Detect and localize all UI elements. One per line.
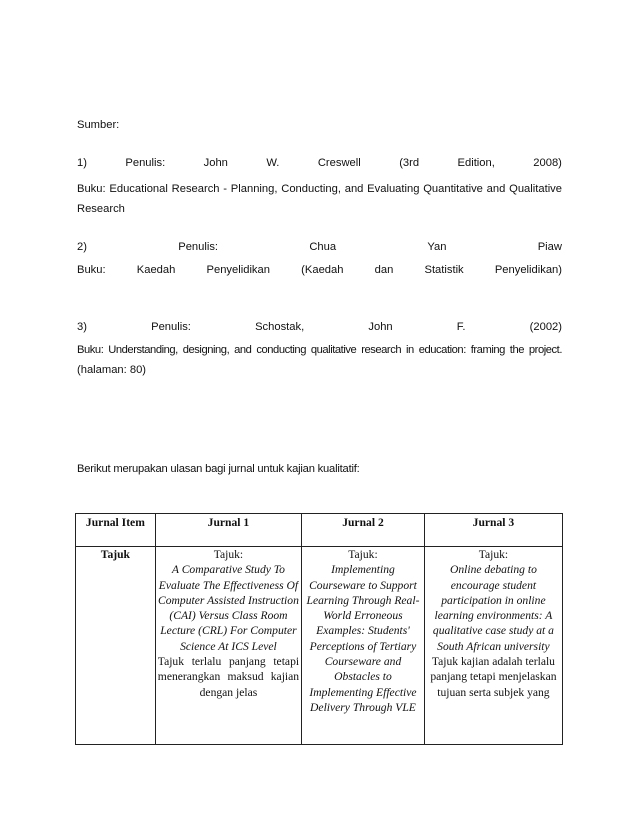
source-1-book-line: Research: [77, 203, 125, 215]
jurnal-3-title: Online debating to encourage student participation in online learning environments: A qualitative case study at a South African university: [432, 563, 554, 653]
header-jurnal-2: Jurnal 2: [302, 514, 425, 547]
source-2-book-line: [77, 264, 562, 276]
jurnal-1-tajuk-cell: [155, 547, 301, 745]
source-2-book-part: Kaedah: [136, 264, 176, 276]
jurnal-1-comment: Tajuk terlalu panjang tetapi menerangkan maksud kajian dengan jelas: [157, 655, 300, 699]
jurnal-1-title: A Comparative Study To Evaluate The Effectiveness Of Computer Assisted Instruction (CAI) Versus Class Room Lecture (CRL) For Computer Science At ICS Level: [158, 563, 299, 653]
jurnal-2-tajuk-cell: [302, 547, 425, 745]
header-jurnal-item: Jurnal Item: [76, 514, 156, 547]
source-2-author-line: [77, 241, 562, 253]
source-2-book-part: Penyelidikan: [206, 264, 270, 276]
source-1-penulis-label: Penulis:: [125, 157, 166, 169]
jurnal-3-tajuk-label: Tajuk:: [478, 548, 509, 561]
jurnal-2-title: Implementing Courseware to Support Learning Through Real-World Erroneous Examples: Students' Perceptions of Tertiary Courseware and Obstacles to Implementing Effective Delivery Through VLE: [306, 563, 420, 714]
source-3-author-part: (2002): [529, 321, 562, 333]
source-2-book-part: Statistik: [424, 264, 464, 276]
source-1-author-part: 2008): [533, 157, 562, 169]
table-row: [76, 547, 563, 745]
source-1-author-part: Edition,: [457, 157, 495, 169]
source-2-number: 2): [77, 241, 87, 253]
source-1-author-part: John: [203, 157, 228, 169]
table-header-row: [76, 514, 563, 547]
source-2-penulis-label: Penulis:: [178, 241, 219, 253]
source-2-author-part: Chua: [309, 241, 337, 253]
source-1-author-line: [77, 157, 562, 169]
source-2-author-part: Piaw: [537, 241, 562, 253]
sumber-heading: Sumber:: [77, 119, 120, 131]
source-2-book-part: (Kaedah: [301, 264, 344, 276]
source-1-author-part: W.: [266, 157, 280, 169]
source-1-number: 1): [77, 157, 87, 169]
source-2-book-part: Buku:: [77, 264, 106, 276]
jurnal-3-comment: Tajuk kajian adalah terlalu panjang tetapi menjelaskan tujuan serta subjek yang: [430, 655, 557, 699]
jurnal-1-tajuk-label: Tajuk:: [213, 548, 244, 561]
source-3-author-line: [77, 321, 562, 333]
source-3-author-part: F.: [456, 321, 466, 333]
source-3-book-line: Buku: Understanding, designing, and conducting qualitative research in education: framing the project.: [77, 344, 562, 356]
source-2-book-part: Penyelidikan): [494, 264, 562, 276]
source-1-author-part: (3rd: [399, 157, 420, 169]
source-3-number: 3): [77, 321, 87, 333]
journal-review-table: [75, 513, 563, 745]
intro-text: Berikut merupakan ulasan bagi jurnal untuk kajian kualitatif:: [77, 463, 360, 475]
row-label-tajuk: Tajuk: [76, 547, 156, 745]
jurnal-3-tajuk-cell: [424, 547, 562, 745]
header-jurnal-3: Jurnal 3: [424, 514, 562, 547]
header-jurnal-1: Jurnal 1: [155, 514, 301, 547]
source-1-author-part: Creswell: [317, 157, 361, 169]
source-3-book-line: (halaman: 80): [77, 364, 147, 376]
source-3-penulis-label: Penulis:: [151, 321, 191, 333]
source-2-book-part: dan: [374, 264, 394, 276]
source-3-author-part: John: [368, 321, 393, 333]
source-1-book-line: Buku: Educational Research - Planning, Conducting, and Evaluating Quantitative and Qualitative: [77, 183, 562, 195]
source-2-author-part: Yan: [427, 241, 447, 253]
source-3-author-part: Schostak,: [255, 321, 305, 333]
jurnal-2-tajuk-label: Tajuk:: [348, 548, 378, 561]
